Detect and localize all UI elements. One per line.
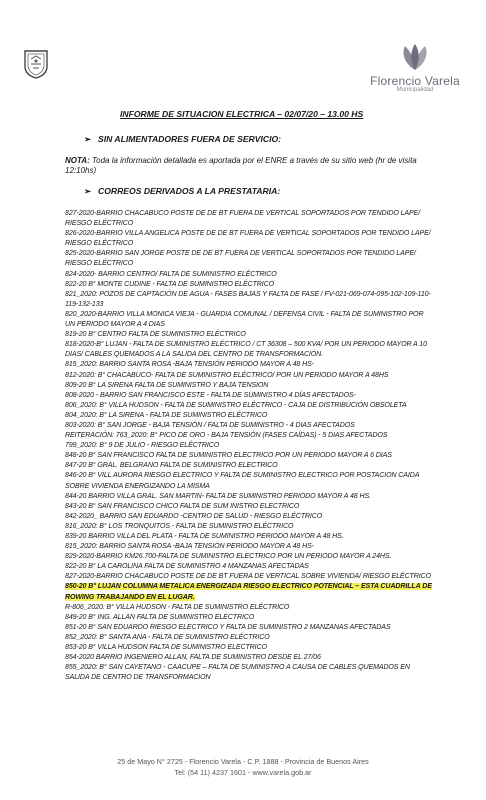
- report-item: 824-2020- BARRIO CENTRO/ FALTA DE SUMINISTRO ELÉCTRICO: [65, 270, 277, 278]
- note-text: Toda la información detallada es aportada por el ENRE a través de su sitio web (hr de visita 12:10hs): [65, 156, 417, 175]
- report-item: 853-20 B° VILLA HUDSON FALTA DE SUMINISTRO ELECTRICO: [65, 644, 267, 652]
- report-item: 826-2020-BARRIO VILLA ANGELICA POSTE DE DE BT FUERA DE VERTICAL SOPORTADOS POR TENDIDO LAPE/ RIESGO ELÉCTRICO: [65, 230, 431, 248]
- municipality-logo: [360, 42, 470, 93]
- report-item-highlighted: 850-20 B° LUJAN COLUMNA METALICA ENERGIZADA RIESGO ELECTRICO POTENCIAL – ESTA CUADRILLA DE ROWING TRABAJANDO EN EL LUGAR.: [65, 583, 432, 601]
- logo-name: Florencio Varela: [370, 74, 460, 88]
- report-item: 829-2020-BARRIO KM26.700-FALTA DE SUMINISTRO ELECTRICO POR UN PERIODO MAYOR A 24HS.: [65, 553, 392, 561]
- footer-address: 25 de Mayo N° 2725 - Florencio Varela - C.P. 1888 - Provincia de Buenos Aires: [117, 757, 369, 766]
- report-item: 854-2020 BARRIO INGENIERO ALLAN, FALTA DE SUMINISTRO DESDE EL 27/06: [65, 654, 321, 662]
- report-item: 818-2020-B° LUJAN - FALTA DE SUMINISTRO ELÉCTRICO / CT 36308 – 500 KVA/ POR UN PERIODO MAYOR A 10 DIAS/ CABLES QUEMADOS A LA SALIDA DEL CENTRO DE TRANSFORMACIÓN.: [65, 341, 427, 359]
- report-item: 803-2020: B° SAN JORGE - BAJA TENSIÓN / FALTA DE SUMINISTRO - 4 DIAS AFECTADOS: [65, 421, 355, 429]
- report-item: 855_2020: B° SAN CAYETANO - CAACUPE – FALTA DE SUMINISTRO A CAUSA DE CABLES QUEMADOS EN SALIDA DE CENTRO DE TRANSFORMACION: [65, 664, 410, 682]
- report-item: 815_2020: BARRIO SANTA ROSA -BAJA TENSIÓN PERIODO MAYOR A 48 HS-: [65, 543, 314, 551]
- footer-contact: Tel: (54 11) 4237 1601 - www.varela.gob.ar: [174, 768, 312, 777]
- arrow-bullet-icon: ➢: [84, 186, 92, 196]
- report-item: 819-20 B° CENTRO FALTA DE SUMINISTRO ELÉCTRICO: [65, 331, 246, 339]
- logo-subtitle: Municipalidad: [396, 87, 434, 93]
- report-item: 804_2020: B° LA SIRENA - FALTA DE SUMINISTRO ELÉCTRICO: [65, 411, 268, 419]
- leaf-logo-icon: [395, 42, 435, 72]
- section-heading-text: SIN ALIMENTADORES FUERA DE SERVICIO:: [98, 134, 282, 144]
- report-item: 847-20 B° GRAL. BELGRANO FALTA DE SUMINISTRO ELECTRICO: [65, 462, 278, 470]
- report-item: 815_2020: BARRIO SANTA ROSA -BAJA TENSIÓN PERIODO MAYOR A 48 HS-: [65, 361, 314, 369]
- report-item: 827-2020-BARRIO CHACABUCO POSTE DE DE BT FUERA DE VERTICAL SOBRE VIVIENDA/ RIESGO ELÉCTRICO: [65, 573, 431, 581]
- report-item: 839-20 BARRIO VILLA DEL PLATA - FALTA DE SUMINISTRO PERIODO MAYOR A 48 HS.: [65, 533, 344, 540]
- report-item: R-806_2020: B° VILLA HUDSON - FALTA DE SUMINISTRO ELÉCTRICO: [65, 603, 290, 611]
- report-item: REITERACIÓN: 763_2020: B° PICO DE ORO - BAJA TENSIÓN (FASES CAÍDAS) - 5 DIAS AFECTADOS: [65, 432, 388, 440]
- section-heading-emails: [84, 186, 280, 197]
- report-item: 843-20 B° SAN FRANCISCO CHICO FALTA DE SUM INISTRO ELECTRICO: [65, 502, 300, 510]
- report-item: 820_2020-BARRIO VILLA MONICA VIEJA - GUARDIA COMUNAL / DEFENSA CIVIL - FALTA DE SUMINISTRO POR UN PERIODO MAYOR A 4 DIAS: [65, 310, 424, 329]
- report-item: 848-20 B° SAN FRANCISCO FALTA DE SUMINISTRO ELECTRICO POR UN PERIODO MAYOR A 6 DIAS: [65, 452, 392, 460]
- report-item: 844-20 BARRIO VILLA GRAL. SAN MARTIN- FALTA DE SUMINISTRO PERIODO MAYOR A 48 HS.: [65, 492, 371, 500]
- report-item: 812-2020: B° CHACABUCO- FALTA DE SUMINISTRO ELÉCTRICO/ POR UN PERIODO MAYOR A 48HS: [65, 371, 389, 379]
- page-footer: [0, 756, 486, 778]
- section-heading-text: CORREOS DERIVADOS A LA PRESTATARIA:: [98, 186, 281, 196]
- report-item: 851-20 B° SAN EDUARDO RIESGO ELECTRICO Y FALTA DE SUMINISTRO 2 MANZANAS AFECTADAS: [65, 623, 391, 631]
- report-item: 806_2020: B° VILLA HUDSON - FALTA DE SUMINISTRO ELÉCTRICO - CAJA DE DISTRIBUCIÓN OBSOLETA: [65, 401, 407, 409]
- report-item: 827-2020-BARRIO CHACABUCO POSTE DE DE BT FUERA DE VERTICAL SOPORTADOS POR TENDIDO LAPE/ RIESGO ELÉCTRICO: [65, 210, 421, 228]
- report-item: 809-20 B° LA SIRENA FALTA DE SUMINISTRO Y BAJA TENSION: [65, 381, 269, 389]
- report-list: [65, 209, 435, 683]
- report-item: 816_2020: B° LOS TRONQUITOS - FALTA DE SUMINISTRO ELÉCTRICO: [65, 522, 294, 530]
- section-heading-feeders: [84, 134, 281, 145]
- report-item: 846-20 B° VILL AURORA RIESGO ELECTRICO Y FALTA DE SUMINISTRO ELECTRICO POR POSTACION CAIDA SOBRE VIVIENDA ENERGIZANDO LA MISMA: [65, 472, 420, 490]
- note-label: NOTA:: [65, 156, 90, 165]
- report-item: 825-2020-BARRIO SAN JORGE POSTE DE DE BT FUERA DE VERTICAL SOPORTADOS POR TENDIDO LAPE/ RIESGO ELÉCTRICO: [65, 250, 416, 268]
- report-item: 821_2020: POZOS DE CAPTACIÓN DE AGUA - FASES BAJAS Y FALTA DE FASE / FV-021-069-074-095-102-109-110-119-132-133: [65, 290, 431, 308]
- note-paragraph: [65, 156, 445, 176]
- report-item: 822-20 B° MONTE CUDINE - FALTA DE SUMINISTRO ELÉCTRICO: [65, 280, 274, 288]
- report-item: 799_2020: B° 9 DE JULIO - RIESGO ELÉCTRICO: [65, 442, 220, 450]
- report-item: 849-20 B° ING. ALLAN FALTA DE SUMINISTRO ELECTRICO: [65, 613, 255, 621]
- municipal-shield-icon: [22, 48, 50, 80]
- report-title: INFORME DE SITUACION ELECTRICA – 02/07/20 – 13.00 HS: [120, 109, 364, 119]
- report-item: 822-20 B° LA CAROLINA FALTA DE SUMINISTRO 4 MANZANAS AFECTADAS: [65, 563, 309, 571]
- report-item: 808-2020 - BARRIO SAN FRANCISCO ESTE - FALTA DE SUMINISTRO 4 DÍAS AFECTADOS-: [65, 391, 356, 399]
- arrow-bullet-icon: ➢: [84, 134, 92, 144]
- report-item: 852_2020: B° SANTA ANA - FALTA DE SUMINISTRO ELÉCTRICO: [65, 633, 270, 641]
- report-item: 842-2020_ BARRIO SAN EDUARDO -CENTRO DE SALUD - RIESGO ELÉCTRICO: [65, 512, 323, 520]
- report-item-highlighted-wrap: [65, 582, 435, 602]
